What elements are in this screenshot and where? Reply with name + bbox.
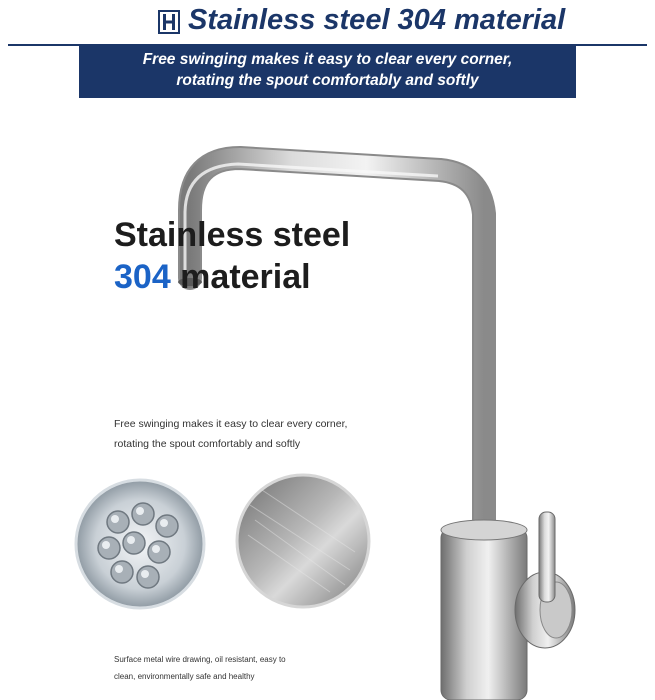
panel-desc-line-2: rotating the spout comfortably and softly xyxy=(114,438,301,450)
subtitle-banner xyxy=(79,44,576,98)
material-footnote xyxy=(114,651,286,685)
steel-rods-image xyxy=(76,480,204,608)
brushed-metal-image xyxy=(237,475,369,607)
panel-title-line-1: Stainless steel xyxy=(114,216,351,254)
footnote-line-2: clean, environmentally safe and healthy xyxy=(114,672,255,681)
panel-description xyxy=(114,414,347,454)
faucet-spout xyxy=(178,158,484,520)
panel-desc-line-1: Free swinging makes it easy to clear every corner, xyxy=(114,418,348,430)
banner-text-line-2: rotating the spout comfortably and softly xyxy=(176,72,479,89)
banner-text-line-1: Free swinging makes it easy to clear every corner, xyxy=(142,51,513,68)
headline: Stainless steel 304 material xyxy=(188,4,566,36)
panel-title-number: 304 xyxy=(114,258,171,296)
top-header xyxy=(0,0,655,44)
brand-logo-icon xyxy=(158,10,180,34)
panel-title xyxy=(114,214,350,298)
faucet-body xyxy=(441,512,575,700)
product-scene xyxy=(0,100,655,700)
footnote-line-1: Surface metal wire drawing, oil resistant, easy to xyxy=(114,655,286,664)
panel-title-line-2: material xyxy=(170,258,311,296)
